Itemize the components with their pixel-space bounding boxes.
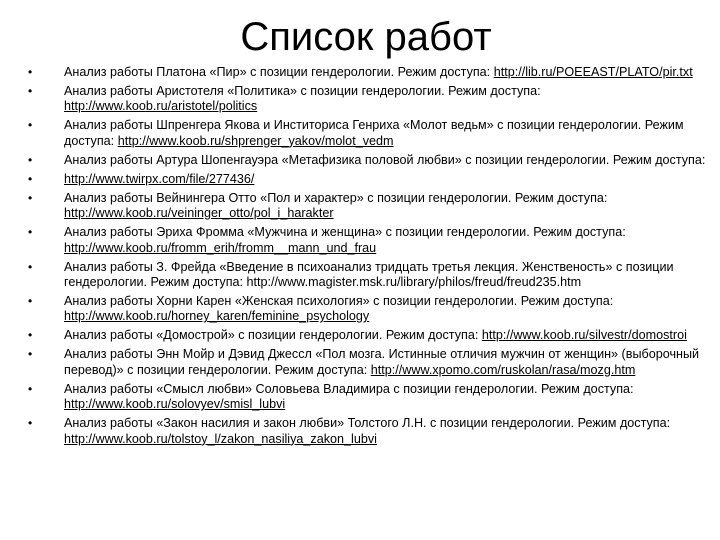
list-item-text: Анализ работы З. Фрейда «Введение в психоанализ тридцать третья лекция. Женственость» с позиции гендерологии. Режим доступа: http://www.magister.msk.ru/library/philos/freud/freud235.htm [64,259,674,290]
list-item [28,118,708,149]
list-item [28,172,708,187]
list-item [28,153,708,168]
list-item [28,65,708,80]
list-item-text: Анализ работы Аристотеля «Политика» с позиции гендерологии. Режим доступа: [64,84,541,98]
slide-title: Список работ [240,15,492,59]
list-item [28,84,708,115]
bullet-icon: • [28,65,33,79]
list-item [28,416,708,447]
bullet-icon: • [28,225,33,240]
list-item-text: Анализ работы «Домострой» с позиции гендерологии. Режим доступа: [64,328,482,343]
list-item-text: Анализ работы Хорни Карен «Женская психология» с позиции гендерологии. Режим доступа: [64,294,614,309]
bullet-icon: • [28,328,33,343]
list-item [28,328,708,343]
list-item-link[interactable]: http://www.xpomo.com/ruskolan/rasa/mozg.htm [370,362,636,377]
list-item-text: Анализ работы Вейнингера Отто «Пол и характер» с позиции гендерологии. Режим доступа: [64,190,608,205]
bullet-icon: • [28,118,33,133]
bullet-icon: • [28,84,33,98]
list-item-text: Анализ работы «Закон насилия и закон любви» Толстого Л.Н. с позиции гендерологии. Режим доступа: [64,416,671,431]
list-item-text: Анализ работы Артура Шопенгауэра «Метафизика половой любви» с позиции гендерологии. Режим доступа: [64,152,706,167]
list-item [28,347,708,378]
bullet-icon: • [28,416,33,431]
bullet-icon: • [28,152,33,167]
bullet-icon: • [28,294,33,309]
list-item-link[interactable]: http://lib.ru/POEEAST/PLATO/pir.txt [493,65,693,79]
list-item [28,382,708,413]
list-item-text: Анализ работы Платона «Пир» с позиции гендерологии. Режим доступа: [64,65,494,79]
works-list [28,65,708,451]
list-item-link[interactable]: http://www.koob.ru/silvestr/domostroi [481,328,687,343]
list-item-link[interactable]: http://www.twirpx.com/file/277436/ [64,171,255,186]
list-item-text: Анализ работы Шпренгера Якова и Инститориса Генриха «Молот ведьм» с позиции гендерологии. Режим доступа: [64,118,684,148]
bullet-icon: • [28,347,33,362]
bullet-icon: • [28,190,33,205]
list-item-link[interactable]: http://www.koob.ru/tolstoy_l/zakon_nasiliya_zakon_lubvi [64,431,377,446]
list-item-link[interactable]: http://www.koob.ru/fromm_erih/fromm__mann_und_frau [64,240,377,255]
list-item-link[interactable]: http://www.koob.ru/shprenger_yakov/molot_vedm [117,133,394,148]
list-item-text: Анализ работы Эриха Фромма «Мужчина и женщина» с позиции гендерологии. Режим доступа: [64,225,626,240]
list-item-link[interactable]: http://www.koob.ru/veininger_otto/pol_i_harakter [64,206,334,221]
bullet-icon: • [28,259,33,274]
list-item-link[interactable]: http://www.koob.ru/horney_karen/feminine_psychology [64,309,370,324]
bullet-icon: • [28,171,33,186]
list-item-text: Анализ работы «Смысл любви» Соловьева Владимира с позиции гендерологии. Режим доступа: [64,381,634,396]
list-item-link[interactable]: http://www.koob.ru/aristotel/politics [64,99,258,114]
list-item [28,260,708,291]
list-item [28,294,708,325]
list-item [28,191,708,222]
list-item-link[interactable]: http://www.koob.ru/solovyev/smisl_lubvi [64,397,286,412]
list-item-text: Анализ работы Энн Мойр и Дэвид Джессл «Пол мозга. Истинные отличия мужчин от женщин» (выборочный перевод)» с позиции гендерологии. Режим доступа: [64,347,700,377]
bullet-icon: • [28,381,33,396]
list-item [28,225,708,256]
